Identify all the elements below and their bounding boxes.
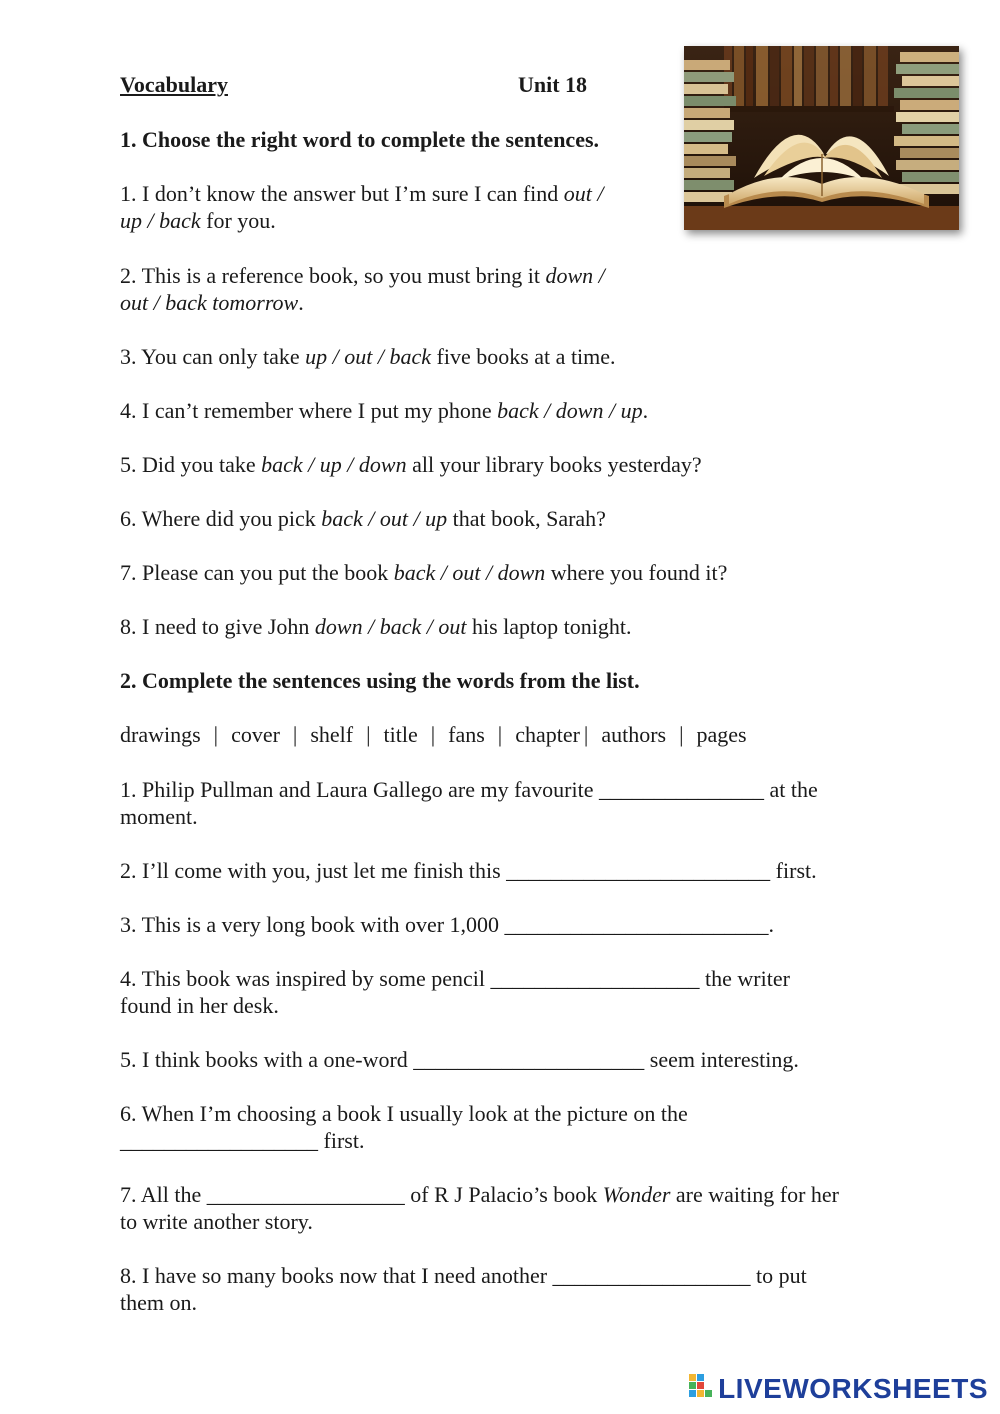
unit-heading: Unit 18 — [518, 72, 588, 97]
s1-item-8-options[interactable]: down / back / out — [314, 614, 467, 639]
word-chapter: chapter — [515, 722, 580, 747]
section2-title: 2. Complete the sentences using the words from the list. — [120, 668, 640, 693]
word-separator: | — [583, 722, 589, 747]
s2-item-8-line1[interactable]: 8. I have so many books now that I need another __________________ to put — [120, 1263, 807, 1288]
s2-item-6-line1: 6. When I’m choosing a book I usually look at the picture on the — [120, 1101, 688, 1126]
s1-item-1-line1: 1. I don’t know the answer but I’m sure I can find out / — [120, 181, 604, 206]
word-separator: | — [679, 722, 684, 747]
word-drawings: drawings — [120, 722, 201, 747]
s1-item-4: 4. I can’t remember where I put my phone back / down / up. — [120, 398, 649, 423]
s1-item-6-options[interactable]: back / out / up — [321, 506, 448, 531]
word-separator: | — [213, 722, 219, 747]
s2-item-2[interactable]: 2. I’ll come with you, just let me finish this ________________________ first. — [120, 858, 817, 883]
s2-item-1-line2: moment. — [120, 804, 198, 829]
books-photo — [684, 46, 959, 230]
s2-item-7-line2: to write another story. — [120, 1209, 313, 1234]
s2-item-4-line1[interactable]: 4. This book was inspired by some pencil ___________________ the writer — [120, 966, 790, 991]
word-list — [120, 722, 747, 748]
s2-item-7-line1[interactable]: 7. All the __________________ of R J Palacio’s book Wonder are waiting for her — [120, 1182, 840, 1207]
word-authors: authors — [601, 722, 667, 747]
liveworksheets-logo-text: LIVEWORKSHEETS — [718, 1372, 988, 1404]
s1-item-4-options[interactable]: back / down / up — [497, 398, 643, 423]
vocabulary-heading: Vocabulary — [120, 72, 228, 97]
word-separator: | — [497, 722, 503, 747]
s1-item-3: 3. You can only take up / out / back five books at a time. — [120, 344, 616, 369]
s1-item-6: 6. Where did you pick back / out / up that book, Sarah? — [120, 506, 606, 531]
s2-item-6-line2[interactable]: __________________ first. — [120, 1128, 365, 1153]
s2-item-8-line2: them on. — [120, 1290, 197, 1315]
word-separator: | — [430, 722, 436, 747]
s1-item-2-line2: out / back tomorrow. — [120, 290, 304, 315]
s1-item-5-options[interactable]: back / up / down — [261, 452, 407, 477]
word-fans: fans — [448, 722, 485, 747]
word-title: title — [383, 722, 418, 747]
s2-item-3[interactable]: 3. This is a very long book with over 1,000 ________________________. — [120, 912, 775, 937]
liveworksheets-logo — [688, 1372, 988, 1405]
word-cover: cover — [231, 722, 280, 747]
liveworksheets-logo-icon — [688, 1372, 714, 1405]
s1-item-5: 5. Did you take back / up / down all your library books yesterday? — [120, 452, 702, 477]
s1-item-3-options[interactable]: up / out / back — [305, 344, 432, 369]
section1-title: 1. Choose the right word to complete the sentences. — [120, 127, 600, 152]
s1-item-7-options[interactable]: back / out / down — [393, 560, 546, 585]
s1-item-1-line2: up / back for you. — [120, 208, 276, 233]
word-separator: | — [366, 722, 371, 747]
word-separator: | — [292, 722, 298, 747]
s1-item-8: 8. I need to give John down / back / out his laptop tonight. — [120, 614, 632, 639]
s2-item-5[interactable]: 5. I think books with a one-word _____________________ seem interesting. — [120, 1047, 799, 1072]
word-shelf: shelf — [310, 722, 354, 747]
s1-item-7: 7. Please can you put the book back / out / down where you found it? — [120, 560, 728, 585]
word-pages: pages — [696, 722, 747, 747]
s1-item-2-line1: 2. This is a reference book, so you must bring it down / — [120, 263, 605, 288]
s2-item-4-line2: found in her desk. — [120, 993, 279, 1018]
s2-item-1-line1[interactable]: 1. Philip Pullman and Laura Gallego are my favourite _______________ at the — [120, 777, 818, 802]
